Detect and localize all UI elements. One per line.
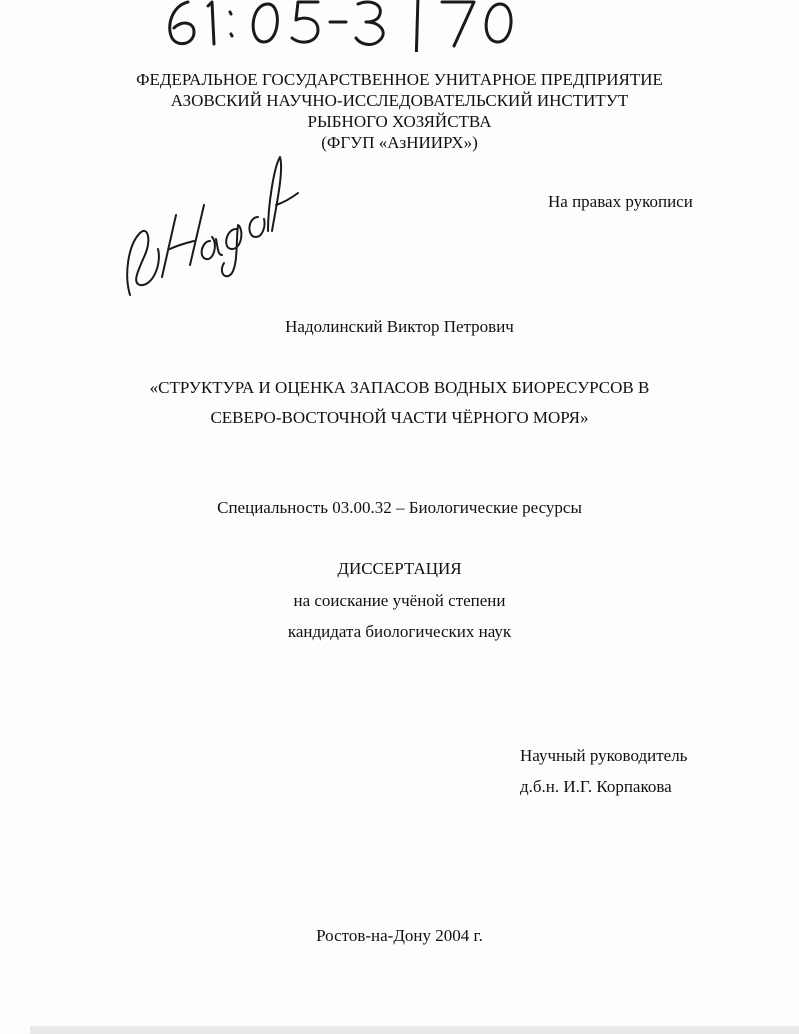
- place-and-year: Ростов-на-Дону 2004 г.: [316, 926, 483, 945]
- title-line-1: «СТРУКТУРА И ОЦЕНКА ЗАПАСОВ ВОДНЫХ БИОРЕСУРСОВ В: [149, 378, 650, 397]
- dissertation-title: [0, 373, 799, 433]
- organization-line-1: ФЕДЕРАЛЬНОЕ ГОСУДАРСТВЕННОЕ УНИТАРНОЕ ПРЕДПРИЯТИЕ: [136, 70, 663, 89]
- organization-line-3: РЫБНОГО ХОЗЯЙСТВА: [307, 112, 492, 131]
- organization-line-2: АЗОВСКИЙ НАУЧНО-ИССЛЕДОВАТЕЛЬСКИЙ ИНСТИТУТ: [170, 91, 629, 110]
- specialty: Специальность 03.00.32 – Биологические ресурсы: [217, 498, 582, 517]
- title-line-2: СЕВЕРО-ВОСТОЧНОЙ ЧАСТИ ЧЁРНОГО МОРЯ»: [210, 408, 589, 427]
- supervisor-block: [520, 740, 687, 802]
- degree-line-1: на соискание учёной степени: [293, 591, 506, 610]
- dissertation-heading: ДИССЕРТАЦИЯ: [337, 559, 462, 578]
- organization-block: [0, 69, 799, 153]
- supervisor-label: Научный руководитель: [520, 746, 688, 765]
- handwritten-archive-number: [150, 0, 530, 52]
- organization-abbreviation: (ФГУП «АзНИИРХ»): [321, 133, 478, 152]
- author-name: Надолинский Виктор Петрович: [285, 317, 514, 336]
- rights-note: На правах рукописи: [548, 192, 693, 211]
- degree-line-2: кандидата биологических наук: [287, 622, 512, 641]
- supervisor-name: д.б.н. И.Г. Корпакова: [520, 777, 672, 796]
- scan-edge-strip: [30, 1026, 799, 1034]
- handwritten-signature: [118, 145, 303, 315]
